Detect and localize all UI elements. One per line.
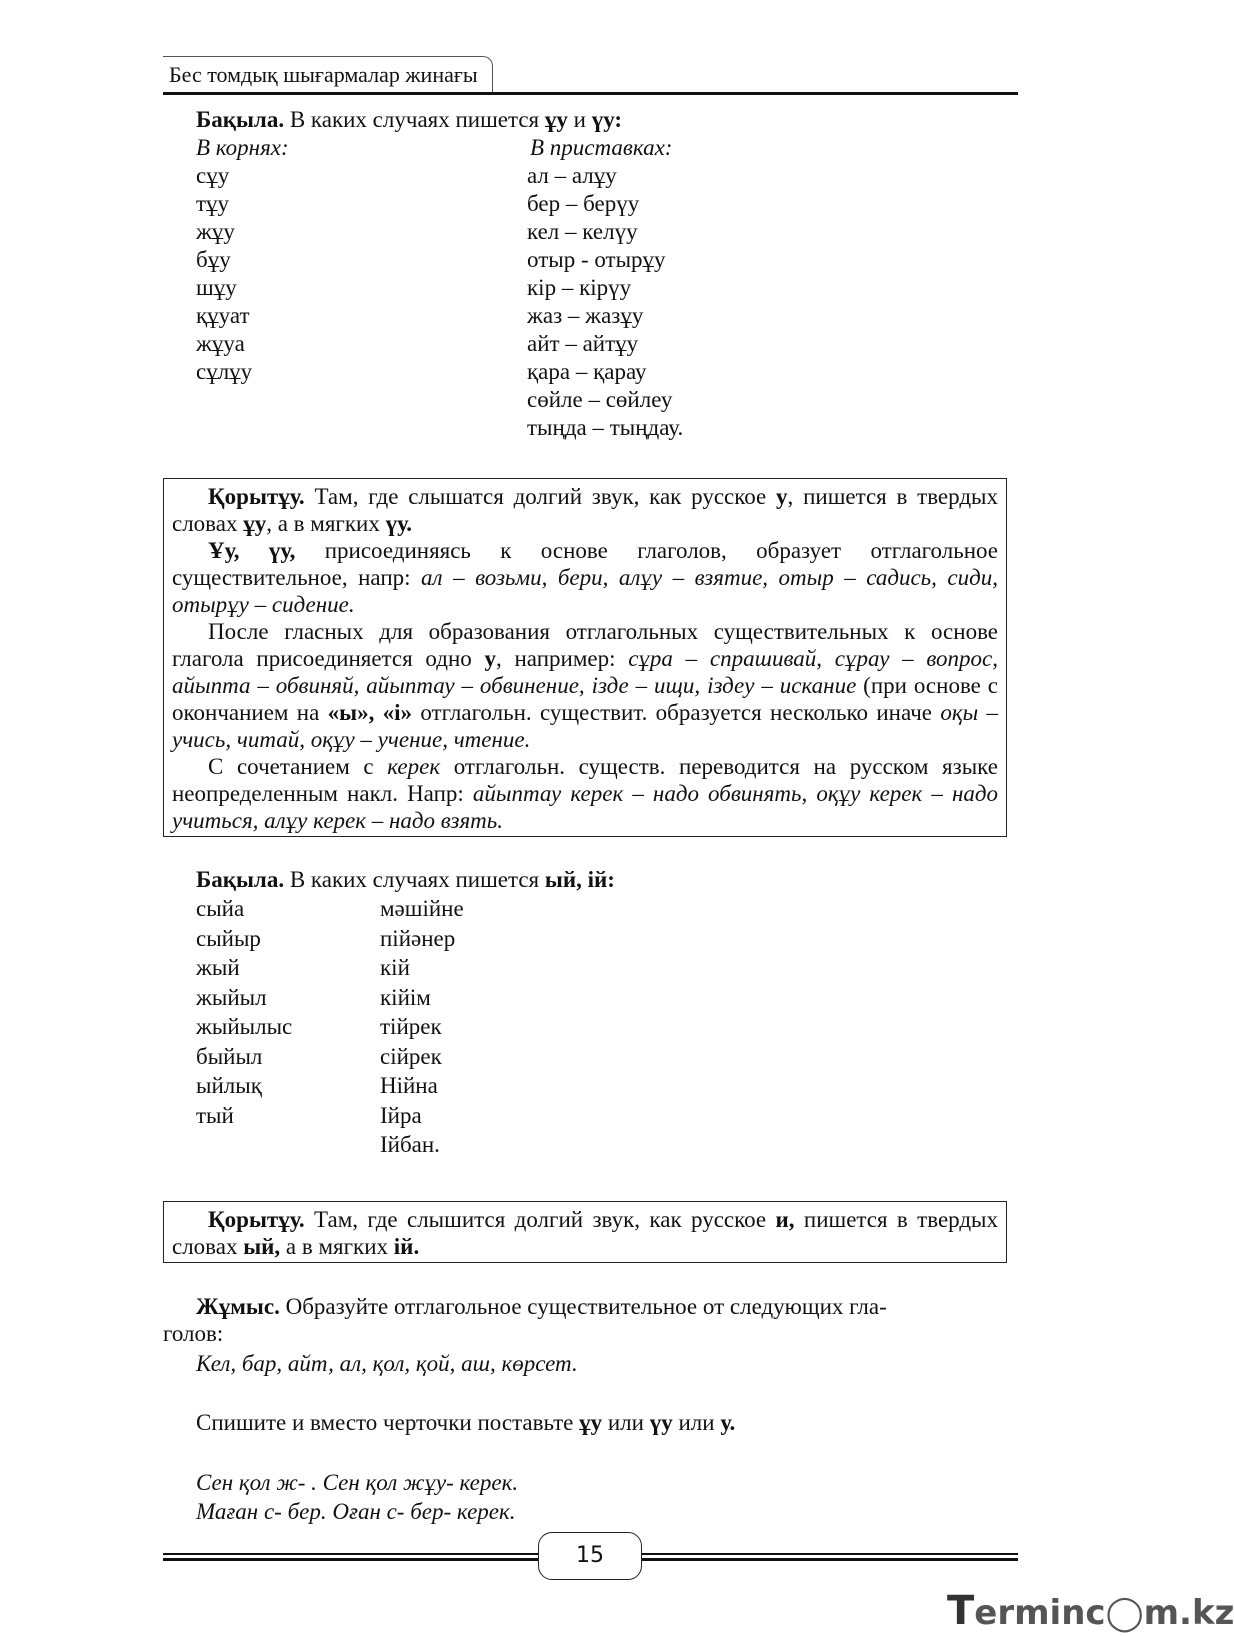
- rule-box-1: [163, 478, 1007, 837]
- section2-hard-list: [196, 894, 292, 1130]
- list-item: тый: [196, 1102, 234, 1128]
- task-line-1: Жұмыс. Образуйте отглагольное существительное от следующих гла-: [196, 1294, 887, 1319]
- list-item: тійрек: [380, 1014, 442, 1039]
- list-item: ыйлық: [196, 1073, 262, 1098]
- list-item: қара – қарау: [527, 359, 647, 384]
- list-item: сұлұу: [196, 359, 253, 384]
- rule-box-2: [163, 1201, 1007, 1263]
- rule-paragraph: Ұу, үу, присоединяясь к основе глаголов, образует отглагольное существительное, напр: ал – возьми, бери, алұу – взятие, отыр – садись, сиди, отырұу – сидение.: [172, 538, 999, 617]
- list-item: Ійбан.: [380, 1132, 440, 1157]
- list-item: ал – алұу: [527, 163, 617, 188]
- header-rule: [163, 92, 1018, 95]
- list-item: сұу: [196, 163, 230, 188]
- list-item: Ійра: [380, 1102, 422, 1128]
- list-item: сійрек: [380, 1043, 442, 1069]
- list-item: мәшійне: [380, 896, 464, 921]
- page-number: 15: [538, 1532, 642, 1580]
- task-copy-instruction: Спишите и вместо черточки поставьте ұу или үу или у.: [196, 1410, 736, 1435]
- list-item: быйыл: [196, 1043, 263, 1069]
- task-line-2: голов:: [163, 1321, 224, 1346]
- list-item: айт – айтұу: [527, 331, 639, 356]
- section2-soft-list: [380, 894, 464, 1160]
- section1-heading: Бақыла. В каких случаях пишется ұу и үу:: [196, 107, 623, 132]
- rule-paragraph: С сочетанием с керек отглагольн. существ. переводится на русском языке неопределенным накл. Напр: айыптау керек – надо обвинять, оқұу керек – надо учиться, алұу керек – надо взять.: [172, 754, 998, 833]
- list-item: жый: [196, 955, 240, 980]
- list-item: жыйылыс: [196, 1014, 293, 1039]
- list-item: пійәнер: [380, 925, 456, 951]
- rule-paragraph: Қорытұу. Там, где слышится долгий звук, как русское и, пишется в твердых словах ый, а в мягких ій.: [172, 1207, 999, 1259]
- running-header: Бес томдық шығармалар жинағы: [163, 56, 493, 93]
- list-item: жыйыл: [196, 984, 267, 1010]
- list-item: отыр - отырұу: [527, 247, 666, 272]
- list-item: құуат: [196, 303, 250, 328]
- list-item: кійім: [380, 984, 431, 1010]
- section2-heading: Бақыла. В каких случаях пишется ый, ій:: [196, 867, 615, 892]
- list-item: сыйыр: [196, 925, 261, 951]
- exercise-line-2: Маған с- бер. Оған с- бер- керек.: [196, 1499, 516, 1524]
- section1-roots-list: [196, 162, 252, 386]
- list-item: сыйа: [196, 896, 245, 921]
- list-item: кел – келүу: [527, 219, 638, 244]
- list-item: сөйле – сөйлеу: [527, 387, 673, 412]
- watermark-logo: Terminc◯m.kz: [947, 1588, 1234, 1634]
- task-verbs: Кел, бар, айт, ал, қол, қой, аш, көрсет.: [196, 1351, 578, 1376]
- list-item: кір – кірүу: [527, 275, 632, 300]
- exercise-line-1: Сен қол ж- . Сен қол жұу- керек.: [196, 1470, 519, 1495]
- list-item: бер – берүу: [527, 191, 640, 216]
- list-item: бұу: [196, 247, 231, 272]
- section1-prefix-list: [527, 162, 683, 442]
- rule-paragraph: Қорытұу. Там, где слышатся долгий звук, как русское у, пишется в твердых словах ұу, а в мягких үу.: [172, 484, 998, 536]
- list-item: Нійна: [380, 1073, 438, 1098]
- list-item: жұу: [196, 219, 235, 244]
- list-item: шұу: [196, 275, 237, 300]
- list-item: тыңда – тыңдау.: [527, 415, 684, 440]
- section1-col2-heading: В приставках:: [530, 135, 673, 160]
- list-item: тұу: [196, 191, 230, 216]
- list-item: жұуа: [196, 331, 245, 356]
- section1-col1-heading: В корнях:: [196, 135, 289, 160]
- rule-paragraph: После гласных для образования отглагольных существительных к основе глагола присоединяется одно у, например: сұра – спрашивай, сұрау – вопрос, айыпта – обвиняй, айыптау – обвинение, ізде – ищи, іздеу – искание (при основе с окончанием на «ы», «і» отглагольн. существит. образуется несколько иначе оқы – учись, читай, оқұу – учение, чтение.: [172, 619, 999, 752]
- list-item: кій: [380, 955, 410, 980]
- list-item: жаз – жазұу: [527, 303, 644, 328]
